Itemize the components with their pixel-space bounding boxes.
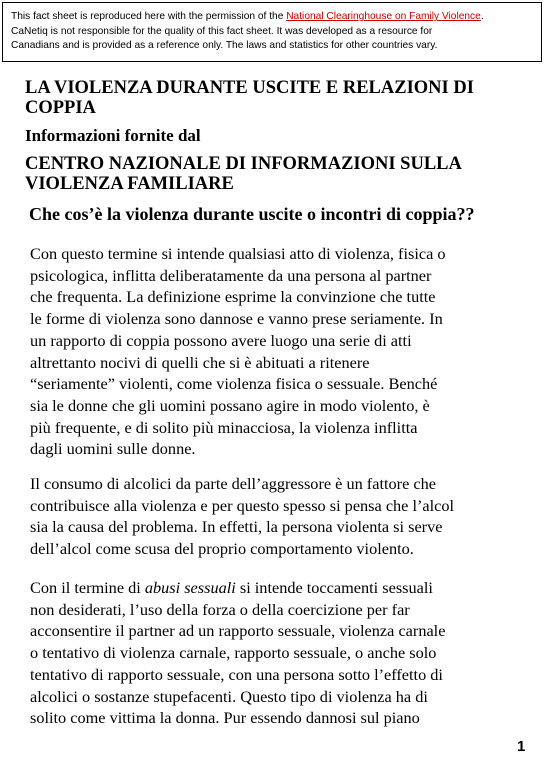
org-line: CENTRO NAZIONALE DI INFORMAZIONI SULLA: [25, 154, 462, 174]
paragraph-line: psicologica, inflitta deliberatamente da una persona al partner: [30, 265, 432, 285]
title-line: COPPIA: [25, 98, 96, 118]
section-question: Che cos’è la violenza durante uscite o incontri di coppia??: [29, 204, 475, 224]
line-text: Con il termine di: [30, 578, 145, 597]
paragraph-line: sia la causa del problema. In effetti, la persona violenta si serve: [30, 517, 443, 537]
notice-text-end: .: [480, 11, 484, 22]
paragraph-line: “seriamente” violenti, come violenza fisica o sessuale. Benché: [30, 374, 438, 394]
notice-line-3: Canadians and is provided as a reference only. The laws and statistics for other countries vary.: [11, 40, 438, 51]
permission-notice: [2, 2, 542, 62]
paragraph-line: [30, 577, 535, 599]
paragraph-line: altrettanto nocivi di quelli che si è abituati a ritenere: [30, 352, 370, 372]
organization-name: [25, 154, 525, 194]
paragraph-3: [30, 577, 535, 729]
clearinghouse-link[interactable]: National Clearinghouse on Family Violence: [286, 11, 481, 22]
page-number: 1: [517, 738, 526, 755]
paragraph-line: Il consumo di alcolici da parte dell’aggressore è un fattore che: [30, 474, 436, 493]
notice-line-1: [11, 10, 533, 25]
paragraph-line: le forme di violenza sono dannose e vanno prese seriamente. In: [30, 309, 443, 329]
paragraph-1: [30, 243, 535, 460]
notice-text: This fact sheet is reproduced here with the permission of the: [11, 11, 287, 22]
org-line: VIOLENZA FAMILIARE: [25, 174, 234, 194]
paragraph-line: acconsentire il partner ad un rapporto sessuale, violenza carnale: [30, 621, 446, 641]
paragraph-line: non desiderati, l’uso della forza o della coercizione per far: [30, 599, 410, 619]
notice-line-2: CaNetiq is not responsible for the quality of this fact sheet. It was developed as a resource for: [11, 25, 433, 37]
paragraph-line: più frequente, e di solito più minacciosa, la violenza inflitta: [30, 417, 418, 437]
paragraph-line: Con questo termine si intende qualsiasi atto di violenza, fisica o: [30, 244, 446, 263]
paragraph-line: che frequenta. La definizione esprime la convinzione che tutte: [30, 287, 436, 307]
paragraph-line: dell’alcol come scusa del proprio comportamento violento.: [30, 539, 414, 559]
paragraph-line: tentativo di rapporto sessuale, con una persona sotto l’effetto di: [30, 664, 443, 684]
paragraph-line: alcolici o sostanze stupefacenti. Questo tipo di violenza ha di: [30, 686, 428, 706]
paragraph-line: un rapporto di coppia possono avere luogo una serie di atti: [30, 330, 412, 350]
paragraph-2: [30, 473, 535, 560]
paragraph-line: o tentativo di violenza carnale, rapporto sessuale, o anche solo: [30, 643, 437, 663]
paragraph-line: sia le donne che gli uomini possano agire in modo violento, è: [30, 395, 430, 415]
line-text: si intende toccamenti sessuali: [235, 578, 433, 597]
paragraph-line: contribuisce alla violenza e per questo spesso si pensa che l’alcol: [30, 495, 455, 515]
title-line: LA VIOLENZA DURANTE USCITE E RELAZIONI DI: [25, 78, 474, 98]
paragraph-line: solito come vittima la donna. Pur essendo dannosi sul piano: [30, 708, 420, 728]
document-title: [25, 78, 525, 118]
document-subtitle: Informazioni fornite dal: [25, 126, 201, 145]
paragraph-line: dagli uomini sulle donne.: [30, 439, 196, 459]
italic-term: abusi sessuali: [144, 578, 236, 597]
